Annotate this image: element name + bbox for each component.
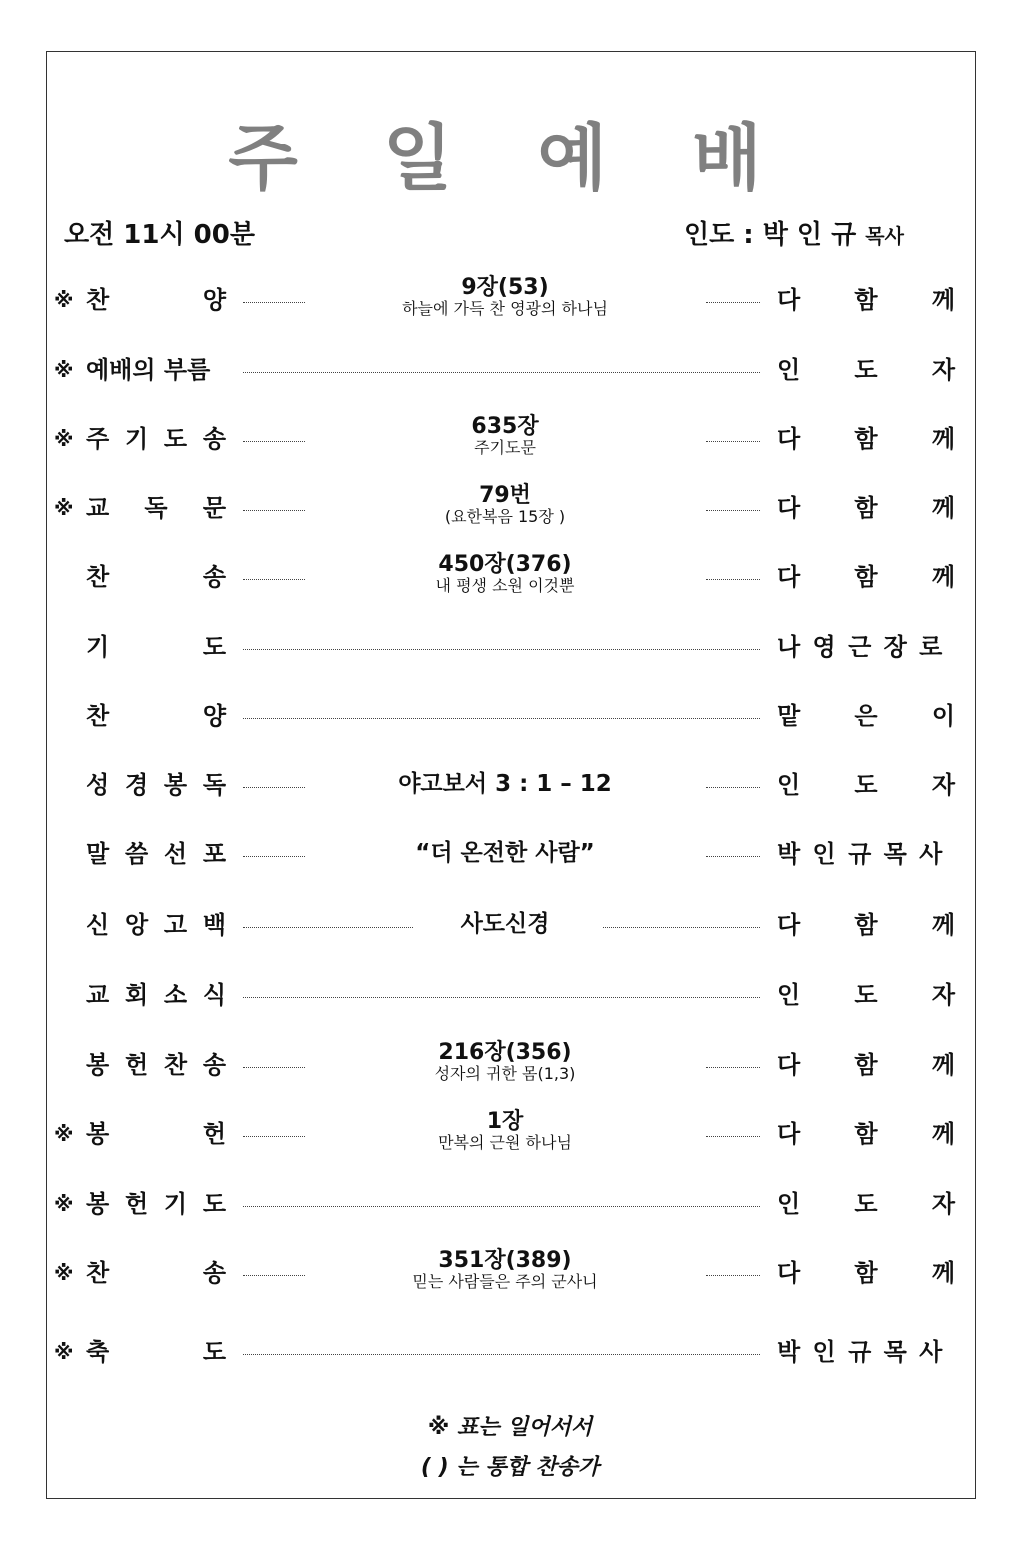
item-name-char: 교 bbox=[86, 494, 110, 522]
item-responsible bbox=[777, 1122, 955, 1146]
responsible-char: 도 bbox=[854, 1190, 878, 1218]
responsible-char: 다 bbox=[777, 494, 801, 522]
dotted-leader bbox=[706, 1136, 760, 1137]
item-name-char: 송 bbox=[202, 425, 226, 453]
item-name-char: 식 bbox=[202, 981, 226, 1009]
item-text: 야고보서 3 : 1 – 12 bbox=[398, 771, 612, 797]
dotted-leader bbox=[243, 1275, 305, 1276]
responsible-char: 께 bbox=[931, 1120, 955, 1148]
dotted-leader bbox=[243, 649, 760, 650]
responsible-char: 함 bbox=[854, 563, 878, 591]
item-responsible bbox=[777, 565, 955, 589]
dotted-leader bbox=[243, 787, 305, 788]
item-name-char: 기 bbox=[86, 633, 110, 661]
hymn-number: 9장(53) bbox=[461, 275, 549, 300]
hymn-number: 351장(389) bbox=[438, 1248, 572, 1273]
item-name bbox=[86, 496, 226, 520]
responsible-char: 다 bbox=[777, 1259, 801, 1287]
responsible-char: 이 bbox=[931, 702, 955, 730]
dotted-leader bbox=[706, 856, 760, 857]
item-name-char: 앙 bbox=[124, 911, 149, 939]
responsible-char: 함 bbox=[854, 1259, 878, 1287]
item-name-char: 성 bbox=[86, 771, 110, 799]
item-name-char: 문 bbox=[202, 494, 226, 522]
program-item bbox=[0, 965, 1020, 1025]
dotted-leader bbox=[706, 1275, 760, 1276]
hymn-title: 내 평생 소원 이것뿐 bbox=[435, 576, 575, 596]
dotted-leader bbox=[243, 1206, 760, 1207]
footer-note-hymnal: ( ) 는 통합 찬송가 bbox=[420, 1455, 600, 1480]
responsible-char: 다 bbox=[777, 286, 801, 314]
item-name-char: 찬 bbox=[86, 563, 110, 591]
item-name-char: 찬 bbox=[163, 1051, 188, 1079]
responsible-char: 맡 bbox=[777, 702, 801, 730]
service-time: 오전 11시 00분 bbox=[64, 220, 255, 250]
item-name-char: 독 bbox=[144, 494, 168, 522]
responsible-char: 께 bbox=[931, 286, 955, 314]
item-name-char: 양 bbox=[202, 702, 226, 730]
responsible-char: 자 bbox=[931, 771, 955, 799]
program-item bbox=[0, 895, 1020, 955]
service-leader bbox=[684, 214, 904, 251]
item-name-char: 도 bbox=[202, 1190, 226, 1218]
item-responsible: 박 인 규 목 사 bbox=[777, 1338, 945, 1366]
dotted-leader bbox=[706, 510, 760, 511]
dotted-leader bbox=[706, 441, 760, 442]
item-responsible: 박 인 규 목 사 bbox=[777, 840, 945, 868]
item-name bbox=[86, 1122, 226, 1146]
item-name-char: 말 bbox=[86, 840, 110, 868]
item-name-char: 고 bbox=[163, 911, 188, 939]
item-name-char: 찬 bbox=[86, 1259, 110, 1287]
dotted-leader bbox=[706, 579, 760, 580]
item-responsible bbox=[777, 913, 955, 937]
item-name-char: 봉 bbox=[86, 1051, 110, 1079]
item-responsible bbox=[777, 1261, 955, 1285]
item-detail bbox=[310, 913, 700, 936]
responsible-char: 은 bbox=[854, 702, 878, 730]
responsible-char: 께 bbox=[931, 911, 955, 939]
dotted-leader bbox=[243, 718, 760, 719]
dotted-leader bbox=[243, 1136, 305, 1137]
item-name bbox=[86, 1261, 226, 1285]
dotted-leader bbox=[243, 579, 305, 580]
item-detail bbox=[310, 553, 700, 595]
standing-mark: ※ bbox=[54, 427, 74, 451]
responsible-char: 도 bbox=[854, 356, 878, 384]
hymn-title: 하늘에 가득 찬 영광의 하나님 bbox=[402, 299, 608, 319]
item-name-char: 도 bbox=[163, 425, 188, 453]
item-detail bbox=[310, 1110, 700, 1152]
standing-mark: ※ bbox=[54, 1261, 74, 1285]
leader-title: 목사 bbox=[865, 224, 904, 248]
responsible-char: 자 bbox=[931, 356, 955, 384]
dotted-leader bbox=[243, 856, 305, 857]
leader-name: 인도 : 박 인 규 bbox=[684, 220, 857, 250]
responsible-char: 함 bbox=[854, 1120, 878, 1148]
item-responsible bbox=[777, 1053, 955, 1077]
responsible-char: 함 bbox=[854, 494, 878, 522]
item-name bbox=[86, 1340, 226, 1364]
hymn-title: 성자의 귀한 몸(1,3) bbox=[434, 1064, 576, 1084]
responsible-char: 도 bbox=[854, 981, 878, 1009]
page-title: 주 일 예 배 bbox=[228, 116, 792, 200]
item-name-char: 헌 bbox=[202, 1120, 226, 1148]
program-item bbox=[0, 1322, 1020, 1382]
program-item bbox=[0, 1243, 1020, 1303]
responsible-char: 다 bbox=[777, 911, 801, 939]
hymn-title: 믿는 사람들은 주의 군사니 bbox=[412, 1272, 598, 1292]
dotted-leader bbox=[706, 302, 760, 303]
dotted-leader bbox=[243, 1067, 305, 1068]
item-name bbox=[86, 635, 226, 659]
hymn-title: 만복의 근원 하나님 bbox=[438, 1133, 572, 1153]
responsible-char: 함 bbox=[854, 911, 878, 939]
responsible-char: 인 bbox=[777, 981, 801, 1009]
program-item bbox=[0, 1104, 1020, 1164]
item-name-char: 기 bbox=[124, 425, 149, 453]
standing-mark: ※ bbox=[54, 496, 74, 520]
dotted-leader bbox=[243, 302, 305, 303]
item-name-char: 선 bbox=[163, 840, 188, 868]
dotted-leader bbox=[243, 441, 305, 442]
program-item bbox=[0, 547, 1020, 607]
responsible-char: 께 bbox=[931, 1259, 955, 1287]
item-responsible bbox=[777, 773, 955, 797]
item-name bbox=[86, 288, 226, 312]
footer-note-standing: ※ 표는 일어서서 bbox=[427, 1415, 593, 1440]
responsible-char: 함 bbox=[854, 286, 878, 314]
dotted-leader bbox=[706, 1067, 760, 1068]
program-item bbox=[0, 1174, 1020, 1234]
item-text: 사도신경 bbox=[460, 911, 550, 937]
item-responsible bbox=[777, 1192, 955, 1216]
program-item bbox=[0, 270, 1020, 330]
hymn-number: 216장(356) bbox=[438, 1040, 572, 1065]
responsible-char: 인 bbox=[777, 1190, 801, 1218]
program-item bbox=[0, 478, 1020, 538]
item-name-char: 신 bbox=[86, 911, 110, 939]
item-name bbox=[86, 427, 226, 451]
dotted-leader bbox=[243, 510, 305, 511]
item-name-char: 송 bbox=[202, 1259, 226, 1287]
program-item bbox=[0, 686, 1020, 746]
item-name-char: 헌 bbox=[124, 1051, 149, 1079]
responsible-char: 께 bbox=[931, 425, 955, 453]
item-name-char: 회 bbox=[124, 981, 149, 1009]
item-responsible bbox=[777, 496, 955, 520]
item-name-char: 경 bbox=[124, 771, 149, 799]
responsible-char: 자 bbox=[931, 1190, 955, 1218]
dotted-leader bbox=[243, 372, 760, 373]
standing-mark: ※ bbox=[54, 1340, 74, 1364]
hymn-title: (요한복음 15장 ) bbox=[444, 507, 566, 527]
responsible-char: 인 bbox=[777, 356, 801, 384]
item-name bbox=[86, 1192, 226, 1216]
responsible-char: 다 bbox=[777, 563, 801, 591]
hymn-number: 79번 bbox=[479, 483, 531, 508]
dotted-leader bbox=[243, 1354, 760, 1355]
hymn-title: 주기도문 bbox=[474, 438, 536, 458]
item-name-char: 양 bbox=[202, 286, 226, 314]
dotted-leader bbox=[243, 997, 760, 998]
program-item bbox=[0, 824, 1020, 884]
item-name-char: 도 bbox=[202, 1338, 226, 1366]
item-name-char: 찬 bbox=[86, 702, 110, 730]
responsible-char: 다 bbox=[777, 1120, 801, 1148]
item-responsible bbox=[777, 427, 955, 451]
program-item bbox=[0, 340, 1020, 400]
item-name-char: 봉 bbox=[163, 771, 188, 799]
responsible-char: 다 bbox=[777, 425, 801, 453]
responsible-char: 다 bbox=[777, 1051, 801, 1079]
item-name: 예배의 부름 bbox=[86, 356, 211, 384]
dotted-leader bbox=[706, 787, 760, 788]
program-item bbox=[0, 617, 1020, 677]
standing-mark: ※ bbox=[54, 358, 74, 382]
item-name-char: 백 bbox=[202, 911, 226, 939]
item-detail bbox=[310, 842, 700, 865]
item-name-char: 봉 bbox=[86, 1190, 110, 1218]
hymn-number: 450장(376) bbox=[438, 552, 572, 577]
item-detail bbox=[310, 415, 700, 457]
item-responsible bbox=[777, 288, 955, 312]
item-name-char: 씀 bbox=[124, 840, 149, 868]
item-detail bbox=[310, 1041, 700, 1083]
item-name bbox=[86, 913, 226, 937]
item-name bbox=[86, 983, 226, 1007]
item-name-char: 축 bbox=[86, 1338, 110, 1366]
responsible-char: 께 bbox=[931, 494, 955, 522]
item-name bbox=[86, 565, 226, 589]
item-text: “더 온전한 사람” bbox=[415, 840, 595, 866]
responsible-char: 함 bbox=[854, 1051, 878, 1079]
item-name-char: 소 bbox=[163, 981, 188, 1009]
item-name-char: 헌 bbox=[124, 1190, 149, 1218]
item-name-char: 찬 bbox=[86, 286, 110, 314]
responsible-char: 자 bbox=[931, 981, 955, 1009]
program-item bbox=[0, 755, 1020, 815]
responsible-char: 인 bbox=[777, 771, 801, 799]
item-name-char: 송 bbox=[202, 1051, 226, 1079]
program-item bbox=[0, 409, 1020, 469]
item-name-char: 기 bbox=[163, 1190, 188, 1218]
responsible-char: 께 bbox=[931, 1051, 955, 1079]
item-detail bbox=[310, 773, 700, 796]
item-detail bbox=[310, 484, 700, 526]
item-name-char: 포 bbox=[202, 840, 226, 868]
item-responsible bbox=[777, 358, 955, 382]
item-responsible bbox=[777, 704, 955, 728]
item-responsible bbox=[777, 983, 955, 1007]
item-name bbox=[86, 842, 226, 866]
responsible-char: 도 bbox=[854, 771, 878, 799]
item-name-char: 도 bbox=[202, 633, 226, 661]
item-name bbox=[86, 704, 226, 728]
item-name-char: 교 bbox=[86, 981, 110, 1009]
responsible-char: 함 bbox=[854, 425, 878, 453]
item-name-char: 독 bbox=[202, 771, 226, 799]
item-responsible: 나 영 근 장 로 bbox=[777, 633, 945, 661]
item-name-char: 주 bbox=[86, 425, 110, 453]
hymn-number: 635장 bbox=[471, 414, 539, 439]
hymn-number: 1장 bbox=[486, 1109, 524, 1134]
item-name bbox=[86, 1053, 226, 1077]
item-detail bbox=[310, 1249, 700, 1291]
standing-mark: ※ bbox=[54, 1192, 74, 1216]
responsible-char: 께 bbox=[931, 563, 955, 591]
item-name-char: 송 bbox=[202, 563, 226, 591]
item-detail bbox=[310, 276, 700, 318]
standing-mark: ※ bbox=[54, 288, 74, 312]
program-item bbox=[0, 1035, 1020, 1095]
item-name bbox=[86, 773, 226, 797]
standing-mark: ※ bbox=[54, 1122, 74, 1146]
item-name-char: 봉 bbox=[86, 1120, 110, 1148]
